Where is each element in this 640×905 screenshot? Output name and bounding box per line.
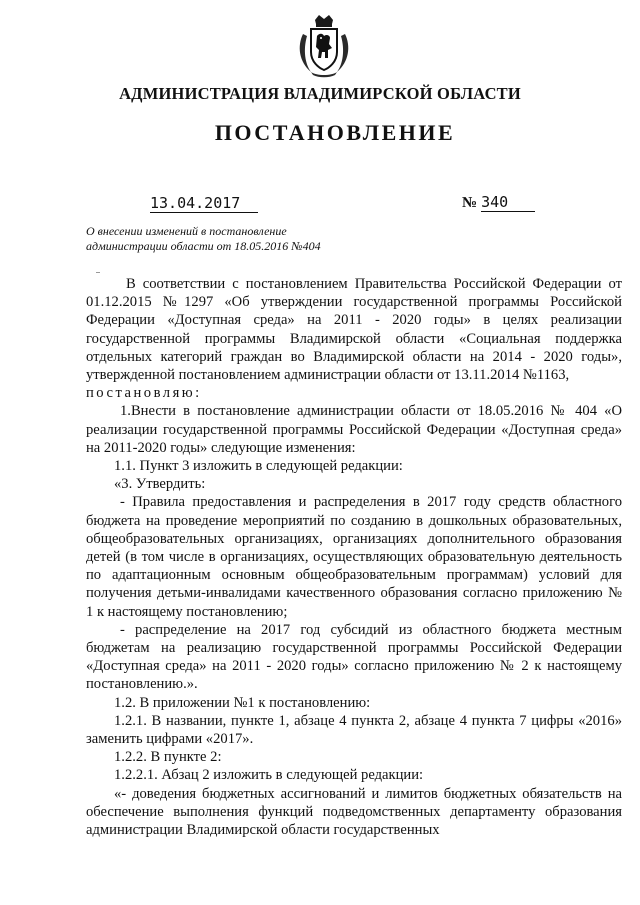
paragraph-1-2: 1.2. В приложении №1 к постановлению: [114, 694, 371, 711]
coat-of-arms-icon [295, 14, 353, 78]
document-subject [86, 224, 406, 254]
paragraph-preamble [86, 275, 622, 402]
organization-name: АДМИНИСТРАЦИЯ ВЛАДИМИРСКОЙ ОБЛАСТИ [119, 84, 521, 103]
preamble-text: В соответствии с постановлением Правительства Российской Федерации от 01.12.2015 №1297 «Об утверждении государственной программы Российской Федерации «Доступная среда» на 2011 - 2020 годы» в целях реализации государственной программы Владимирской области «Социальная поддержка отдельных категорий граждан во Владимирской области на 2014 - 2020 годы», утвержденной постановлением администрации области от 13.11.2014 №1163, [86, 276, 622, 384]
scan-mark [96, 272, 100, 273]
number-label: № [462, 195, 478, 211]
document-number [462, 193, 535, 212]
document-date [150, 194, 258, 213]
paragraph-1-2-2: 1.2.2. В пункте 2: [114, 749, 222, 766]
paragraph-quote: «- доведения бюджетных ассигнований и лимитов бюджетных обязательств на обеспечение выполнения функций подведомственных департаменту образования администрации Владимирской области государственных [86, 785, 622, 839]
document-type-title: ПОСТАНОВЛЕНИЕ [214, 120, 456, 145]
paragraph-1-1: 1.1. Пункт 3 изложить в следующей редакции: [114, 458, 403, 475]
subject-line-1: О внесении изменений в постановление [86, 224, 287, 238]
document-body [86, 275, 622, 839]
coat-of-arms-emblem [295, 14, 353, 78]
paragraph-1: 1.Внести в постановление администрации области от 18.05.2016 № 404 «О реализации государственной программы Российской Федерации «Доступная среда» на 2011-2020 годы» следующие изменения: [86, 403, 622, 456]
number-value: 340 [481, 193, 535, 212]
paragraph-distribution: - распределение на 2017 год субсидий из областного бюджета местным бюджетам на реализацию государственной программы Российской Федерации «Доступная среда» на 2011 - 2020 годы» согласно приложению № 2 к настоящему постановлению.». [86, 621, 622, 693]
date-value: 13.04.2017 [150, 194, 258, 213]
paragraph-approve: «3. Утвердить: [114, 476, 206, 493]
subject-line-2: администрации области от 18.05.2016 №404 [86, 239, 321, 253]
decree-word: постановляю: [86, 385, 202, 402]
paragraph-rules: - Правила предоставления и распределения в 2017 году средств областного бюджета на проведение мероприятий по созданию в дошкольных образовательных, общеобразовательных организациях, организациях дополнительного образования детей (в том числе в организациях, осуществляющих образовательную деятельность по адаптационным основным общеобразовательным программам) условий для получения детьми-инвалидами качественного образования согласно приложению № 1 к настоящему постановлению; [86, 494, 622, 620]
paragraph-1-2-2-1: 1.2.2.1. Абзац 2 изложить в следующей редакции: [114, 767, 424, 784]
paragraph-1-2-1: 1.2.1. В названии, пункте 1, абзаце 4 пункта 2, абзаце 4 пункта 7 цифры «2016» заменить цифрами «2017». [86, 712, 622, 748]
